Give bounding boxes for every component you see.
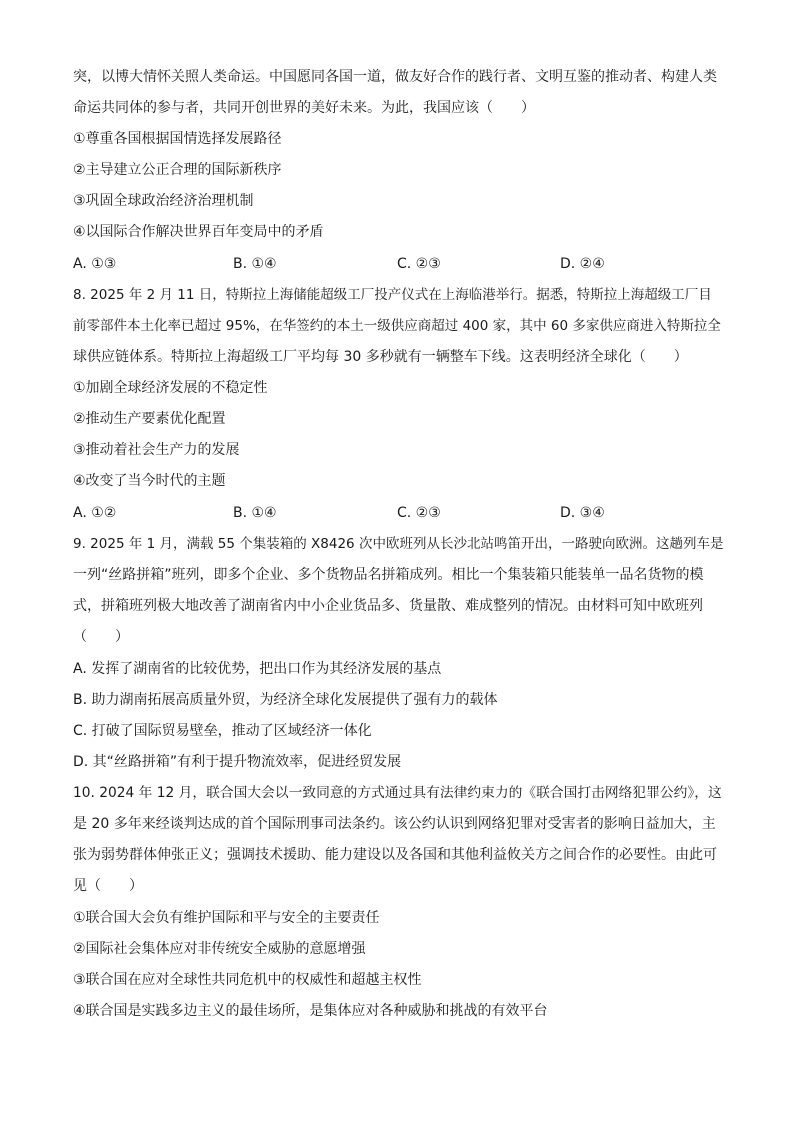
q10-item: ①联合国大会负有维护国际和平与安全的主要责任	[73, 910, 380, 926]
q7-options	[73, 255, 723, 273]
q9-stem-line: 一列“丝路拼箱”班列，即多个企业、多个货物品名拼箱成列。相比一个集装箱只能装单一品名货物的模	[73, 567, 704, 583]
q8-stem-line: 球供应链体系。特斯拉上海超级工厂平均每 30 多秒就有一辆整车下线。这表明经济全球化（ ）	[73, 349, 688, 365]
q8-stem-line: 前零部件本土化率已超过 95%，在华签约的本土一级供应商超过 400 家，其中 60 多家供应商进入特斯拉全	[73, 318, 721, 334]
q8-options	[73, 504, 723, 522]
q8-item: ③推动着社会生产力的发展	[73, 442, 240, 458]
q10-item: ②国际社会集体应对非传统安全威胁的意愿增强	[73, 941, 366, 957]
q8-stem-line: 8. 2025 年 2 月 11 日，特斯拉上海储能超级工厂投产仪式在上海临港举行。据悉，特斯拉上海超级工厂目	[73, 287, 712, 303]
q10-stem-line: 是 20 多年来经谈判达成的首个国际刑事司法条约。该公约认识到网络犯罪对受害者的影响日益加大，主	[73, 816, 716, 832]
q10-stem-line: 张为弱势群体伸张正义；强调技术援助、能力建设以及各国和其他利益攸关方之间合作的必要性。由此可	[73, 847, 717, 863]
q10-item: ③联合国在应对全球性共同危机中的权威性和超越主权性	[73, 972, 422, 988]
q10-stem-line: 见（ ）	[73, 878, 143, 894]
q9-choice: C. 打破了国际贸易壁垒，推动了区域经济一体化	[73, 723, 372, 739]
q7-item: ①尊重各国根据国情选择发展路径	[73, 131, 282, 147]
q10-stem-line: 10. 2024 年 12 月，联合国大会以一致同意的方式通过具有法律约束力的《联合国打击网络犯罪公约》，这	[73, 785, 722, 801]
q8-item: ②推动生产要素优化配置	[73, 411, 226, 427]
q9-choice: D. 其“丝路拼箱”有利于提升物流效率，促进经贸发展	[73, 754, 402, 770]
q8-item: ④改变了当今时代的主题	[73, 473, 226, 489]
option-d: D. ②④	[560, 256, 605, 272]
option-a: A. ①②	[73, 505, 117, 521]
q7-stem-line: 命运共同体的参与者，共同开创世界的美好未来。为此，我国应该（ ）	[73, 100, 535, 116]
option-a: A. ①③	[73, 256, 117, 272]
option-c: C. ②③	[397, 256, 441, 272]
option-c: C. ②③	[397, 505, 441, 521]
q7-item: ④以国际合作解决世界百年变局中的矛盾	[73, 224, 324, 240]
q9-stem-line: （ ）	[73, 629, 129, 645]
q9-stem-line: 式，拼箱班列极大地改善了湖南省内中小企业货品多、货量散、难成整列的情况。由材料可知中欧班列	[73, 598, 703, 614]
q9-stem-line: 9. 2025 年 1 月，满载 55 个集装箱的 X8426 次中欧班列从长沙北站鸣笛开出，一路驶向欧洲。这趟列车是	[73, 536, 724, 552]
option-b: B. ①④	[233, 505, 277, 521]
q7-stem-line: 突，以博大情怀关照人类命运。中国愿同各国一道，做友好合作的践行者、文明互鉴的推动者、构建人类	[73, 69, 717, 85]
q9-choice: B. 助力湖南拓展高质量外贸，为经济全球化发展提供了强有力的载体	[73, 692, 498, 708]
q10-item: ④联合国是实践多边主义的最佳场所，是集体应对各种威胁和挑战的有效平台	[73, 1003, 548, 1019]
q7-item: ②主导建立公正合理的国际新秩序	[73, 162, 282, 178]
option-d: D. ③④	[560, 505, 605, 521]
q7-item: ③巩固全球政治经济治理机制	[73, 193, 254, 209]
q8-item: ①加剧全球经济发展的不稳定性	[73, 380, 268, 396]
option-b: B. ①④	[233, 256, 277, 272]
q9-choice: A. 发挥了湖南省的比较优势，把出口作为其经济发展的基点	[73, 661, 442, 677]
